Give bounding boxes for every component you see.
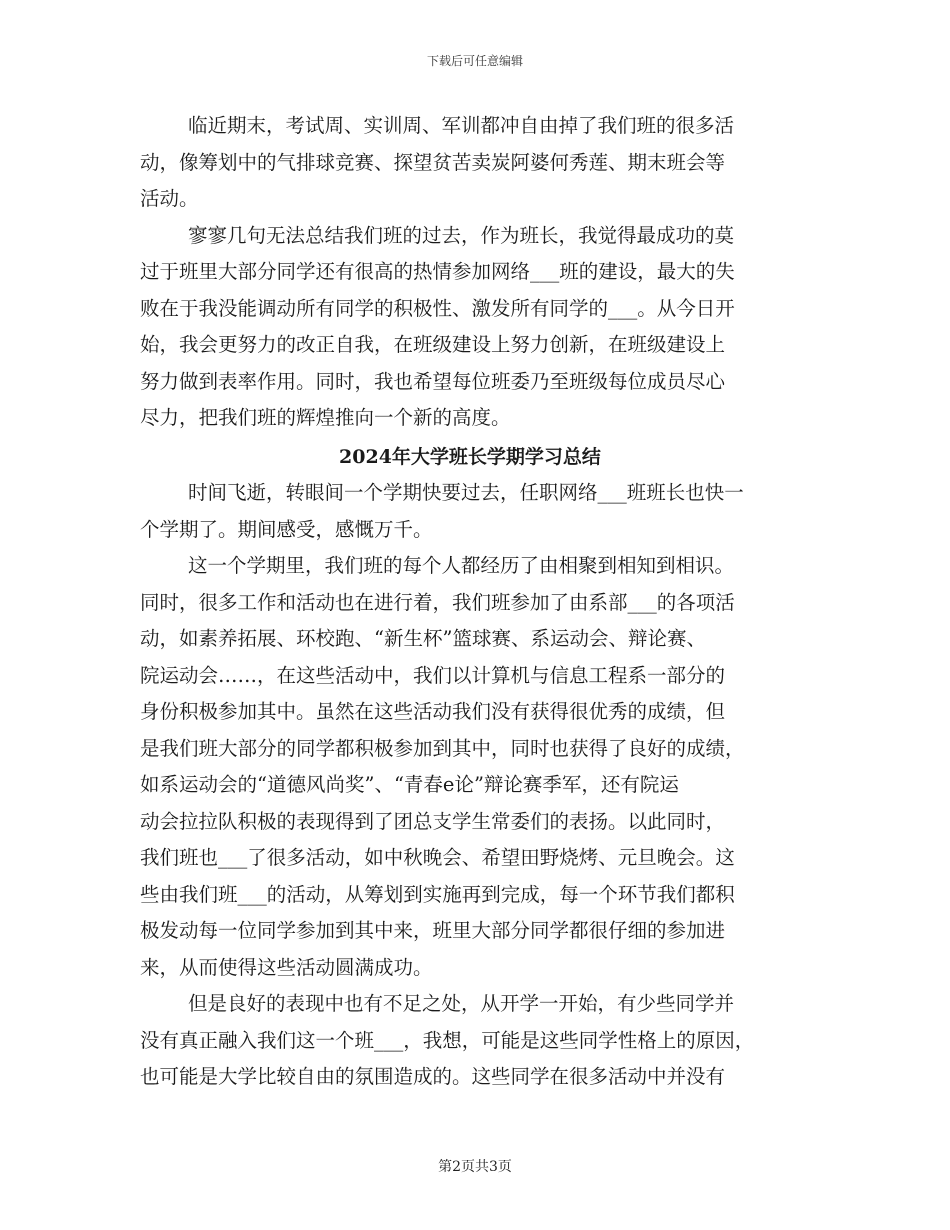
text-line: 院运动会……，在这些活动中，我们以计算机与信息工程系一部分的 bbox=[140, 663, 726, 687]
document-body bbox=[140, 108, 800, 1096]
text-line: 没有真正融入我们这一个班___，我想，可能是这些同学性格上的原因， bbox=[140, 1028, 755, 1052]
text-line: 败在于我没能调动所有同学的积极性、激发所有同学的___。从今日开 bbox=[140, 296, 735, 320]
text-line: 是我们班大部分的同学都积极参加到其中，同时也获得了良好的成绩， bbox=[140, 736, 745, 760]
text-line: 来，从而使得这些活动圆满成功。 bbox=[140, 955, 433, 979]
text-block-summary bbox=[140, 475, 800, 1096]
text-line: 动，如素养拓展、环校跑、“新生杯”篮球赛、系运动会、辩论赛、 bbox=[140, 627, 706, 650]
text-line: 个学期了。期间感受，感慨万千。 bbox=[140, 517, 433, 541]
text-line: 身份积极参加其中。虽然在这些活动我们没有获得很优秀的成绩，但 bbox=[140, 700, 726, 723]
text-line: 活动。 bbox=[140, 187, 199, 210]
section-title: 2024年大学班长学期学习总结 bbox=[339, 445, 601, 468]
text-line: 些由我们班___的活动，从筹划到实施再到完成，每一个环节我们都积 bbox=[140, 882, 735, 906]
text-line: 时间飞逝，转眼间一个学期快要过去，任职网络___班班长也快一 bbox=[188, 481, 744, 504]
text-block-intro bbox=[140, 108, 800, 437]
paragraph bbox=[140, 218, 800, 437]
text-line: 始，我会更努力的改正自我，在班级建设上努力创新，在班级建设上 bbox=[140, 333, 726, 356]
text-line: 动，像筹划中的气排球竞赛、探望贫苦卖炭阿婆何秀莲、期末班会等 bbox=[140, 150, 726, 174]
paragraph bbox=[140, 986, 800, 1096]
text-line: 极发动每一位同学参加到其中来，班里大部分同学都很仔细的参加进 bbox=[140, 919, 726, 942]
text-line: 同时，很多工作和活动也在进行着，我们班参加了由系部___的各项活 bbox=[140, 590, 735, 614]
page-number: 第2页共3页 bbox=[438, 1159, 512, 1175]
text-line: 这一个学期里，我们班的每个人都经历了由相聚到相知到相识。 bbox=[188, 554, 735, 577]
text-line: 如系运动会的“道德风尚奖”、“青春e论”辩论赛季军，还有院运 bbox=[140, 773, 679, 796]
paragraph bbox=[140, 548, 800, 986]
text-line: 临近期末，考试周、实训周、军训都冲自由掉了我们班的很多活 bbox=[188, 114, 735, 137]
text-line: 我们班也___了很多活动，如中秋晚会、希望田野烧烤、元旦晚会。这 bbox=[140, 846, 735, 869]
text-line: 寥寥几句无法总结我们班的过去，作为班长，我觉得最成功的莫 bbox=[188, 223, 735, 247]
text-line: 过于班里大部分同学还有很高的热情参加网络___班的建设，最大的失 bbox=[140, 260, 735, 283]
text-line: 也可能是大学比较自由的氛围造成的。这些同学在很多活动中并没有 bbox=[140, 1065, 726, 1088]
text-line: 但是良好的表现中也有不足之处，从开学一开始，有少些同学并 bbox=[188, 992, 735, 1015]
text-line: 尽力，把我们班的辉煌推向一个新的高度。 bbox=[140, 406, 511, 429]
paragraph bbox=[140, 475, 800, 548]
text-line: 努力做到表率作用。同时，我也希望每位班委乃至班级每位成员尽心 bbox=[140, 369, 726, 393]
text-line: 动会拉拉队积极的表现得到了团总支学生常委们的表扬。以此同时， bbox=[140, 809, 726, 833]
header-note: 下载后可任意编辑 bbox=[426, 54, 523, 68]
paragraph bbox=[140, 108, 800, 218]
